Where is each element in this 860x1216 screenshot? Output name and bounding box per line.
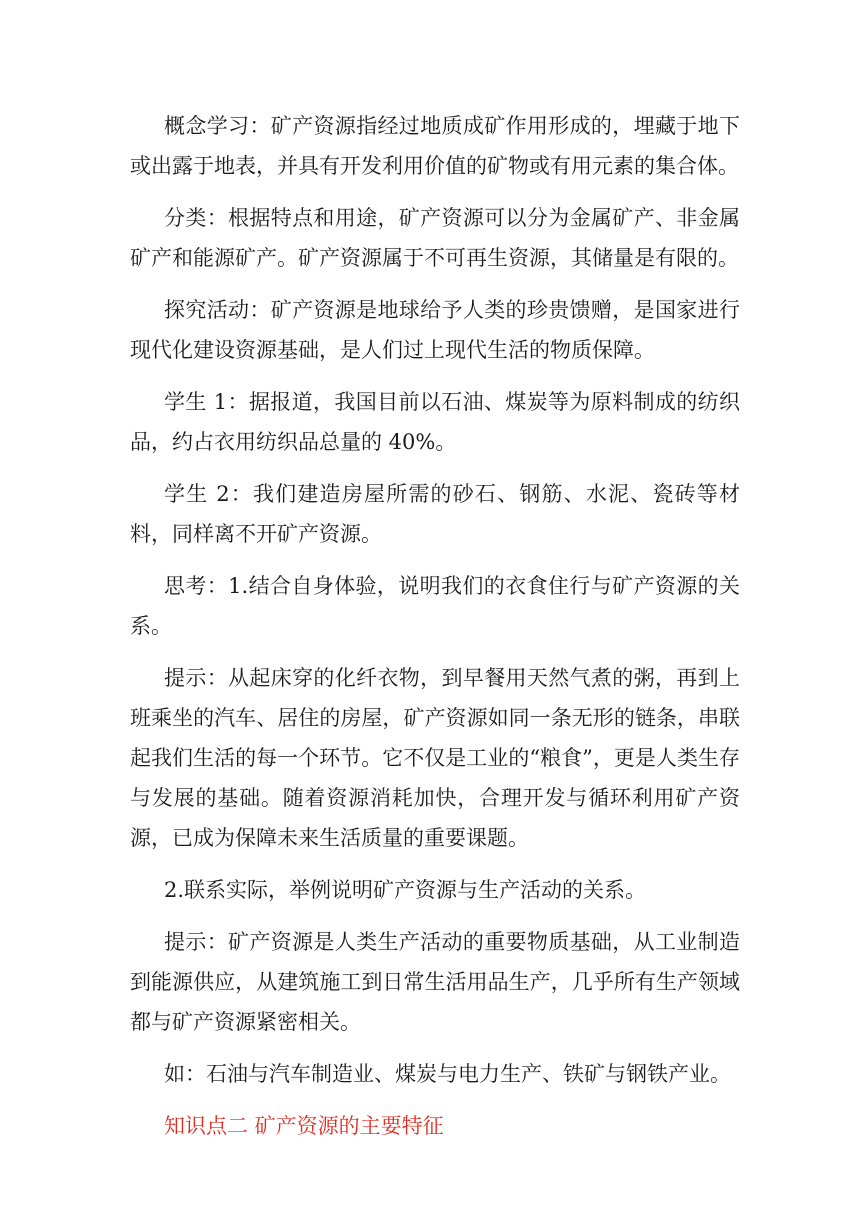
paragraph-examples: 如：石油与汽车制造业、煤炭与电力生产、铁矿与钢铁产业。 bbox=[164, 1062, 731, 1086]
paragraph-classification: 分类：根据特点和用途，矿产资源可以分为金属矿产、非金属矿产和能源矿产。矿产资源属于不可再生资源，其储量是有限的。 bbox=[130, 206, 740, 270]
document-body bbox=[130, 106, 740, 1158]
paragraph-question-2: 2.联系实际，举例说明矿产资源与生产活动的关系。 bbox=[164, 878, 647, 902]
paragraph-hint-2: 提示：矿产资源是人类生产活动的重要物质基础，从工业制造到能源供应，从建筑施工到日常生活用品生产，几乎所有生产领域都与矿产资源紧密相关。 bbox=[130, 930, 740, 1034]
paragraph-concept: 概念学习：矿产资源指经过地质成矿作用形成的，埋藏于地下或出露于地表，并具有开发利用价值的矿物或有用元素的集合体。 bbox=[130, 114, 740, 178]
section-heading: 知识点二 矿产资源的主要特征 bbox=[164, 1114, 444, 1138]
paragraph-student-1: 学生 1：据报道，我国目前以石油、煤炭等为原料制成的纺织品，约占衣用纺织品总量的 40%。 bbox=[130, 390, 740, 454]
paragraph-question-1: 思考：1.结合自身体验，说明我们的衣食住行与矿产资源的关系。 bbox=[130, 574, 740, 638]
paragraph-hint-1: 提示：从起床穿的化纤衣物，到早餐用天然气煮的粥，再到上班乘坐的汽车、居住的房屋，矿产资源如同一条无形的链条，串联起我们生活的每一个环节。它不仅是工业的“粮食”，更是人类生存与发展的基础。随着资源消耗加快，合理开发与循环利用矿产资源，已成为保障未来生活质量的重要课题。 bbox=[130, 666, 740, 850]
paragraph-inquiry-activity: 探究活动：矿产资源是地球给予人类的珍贵馈赠，是国家进行现代化建设资源基础，是人们过上现代生活的物质保障。 bbox=[130, 298, 740, 362]
paragraph-student-2: 学生 2：我们建造房屋所需的砂石、钢筋、水泥、瓷砖等材料，同样离不开矿产资源。 bbox=[130, 482, 740, 546]
